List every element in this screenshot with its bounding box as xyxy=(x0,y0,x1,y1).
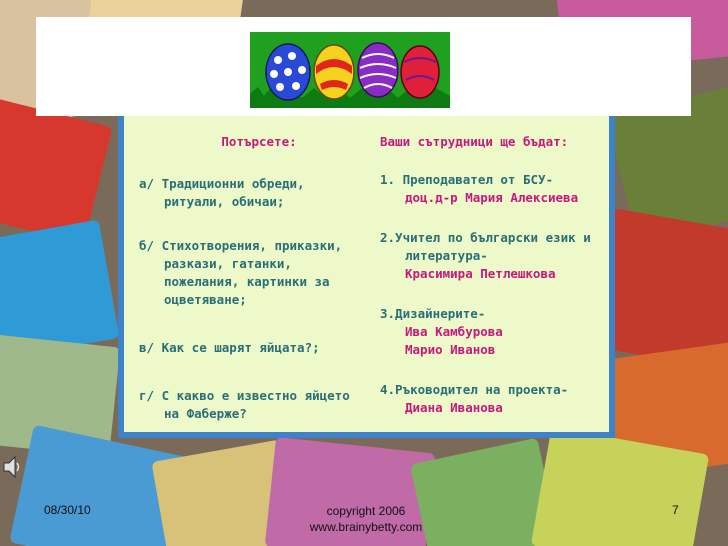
list-item: в/ Как се шарят яйцата?; xyxy=(139,340,320,355)
easter-eggs-image xyxy=(250,32,450,108)
collaborator-item: 3.Дизайнерите- Ива Камбурова Марио Иванов xyxy=(380,306,503,357)
collaborator-item: 1. Преподавател от БСУ- доц.д-р Мария Алексиева xyxy=(380,172,579,205)
content-panel xyxy=(118,116,615,438)
left-column xyxy=(139,134,359,423)
list-item: а/ Традиционни обреди, ритуали, обичаи; xyxy=(139,176,305,209)
left-heading: Потърсете: xyxy=(221,134,297,149)
right-column xyxy=(380,134,612,417)
footer-date: 08/30/10 xyxy=(44,503,91,517)
collaborator-item: 2.Учител по български език и литература- Красимира Петлешкова xyxy=(380,230,591,281)
collaborator-item: 4.Ръководител на проекта- Диана Иванова xyxy=(380,382,569,415)
list-item: б/ Стихотворения, приказки, разкази, гатанки, пожелания, картинки за оцветяване; xyxy=(139,238,343,307)
speaker-icon[interactable] xyxy=(2,454,22,480)
page-number: 7 xyxy=(672,503,679,517)
right-heading: Ваши сътрудници ще бъдат: xyxy=(380,134,569,149)
footer-copyright: copyright 2006 www.brainybetty.com xyxy=(309,504,423,534)
list-item: г/ С какво е известно яйцето на Фаберже? xyxy=(139,388,350,421)
eggs-illustration xyxy=(250,32,450,108)
